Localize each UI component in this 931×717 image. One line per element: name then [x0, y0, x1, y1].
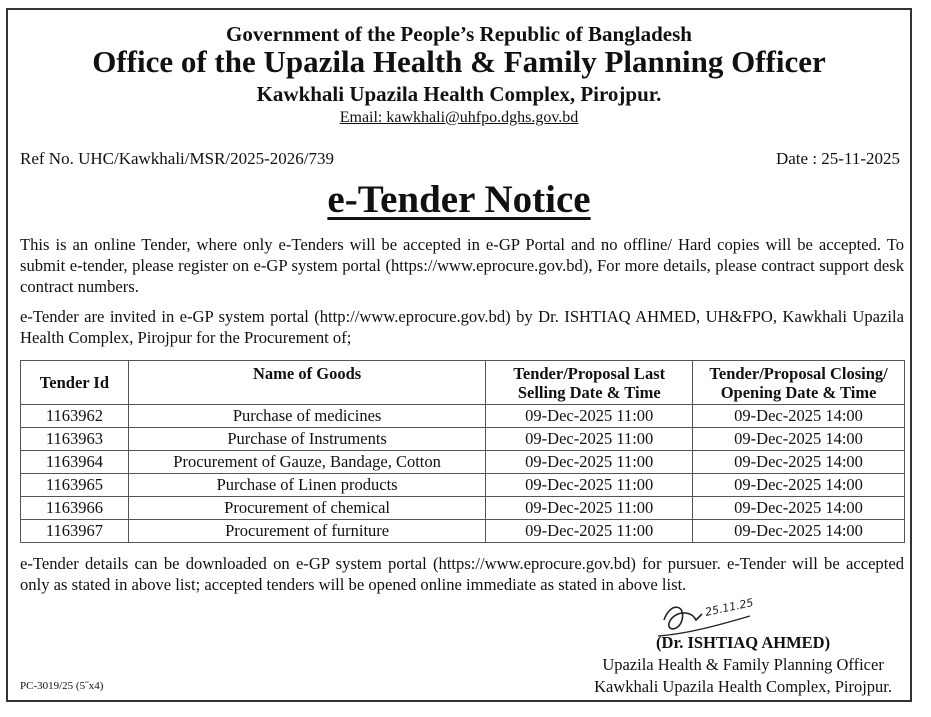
tender-id-cell: 1163962 — [21, 405, 129, 428]
details-paragraph: e-Tender details can be downloaded on e-GP system portal (https://www.eprocure.gov.bd) for pursuer. e-Tender will be accepted only as stated in above list; accepted tenders will be opened online immediate as stated in above list. — [20, 554, 904, 594]
goods-cell: Procurement of furniture — [128, 520, 486, 543]
tender-id-cell: 1163966 — [21, 497, 129, 520]
selling-date-cell: 09-Dec-2025 11:00 — [486, 497, 693, 520]
goods-cell: Procurement of Gauze, Bandage, Cotton — [128, 451, 486, 474]
page-title — [8, 177, 910, 222]
signatory-designation: Upazila Health & Family Planning Officer — [602, 655, 884, 674]
selling-date-cell: 09-Dec-2025 11:00 — [486, 520, 693, 543]
email-link[interactable]: Email: kawkhali@uhfpo.dghs.gov.bd — [339, 109, 579, 126]
government-heading: Government of the People’s Republic of Bangladesh — [226, 22, 692, 46]
closing-date-cell: 09-Dec-2025 14:00 — [693, 451, 905, 474]
reference-number: Ref No. UHC/Kawkhali/MSR/2025-2026/739 — [20, 149, 335, 168]
table-row — [21, 451, 905, 474]
goods-cell: Purchase of Linen products — [128, 474, 486, 497]
tender-id-cell: 1163964 — [21, 451, 129, 474]
office-heading: Office of the Upazila Health & Family Planning Officer — [92, 44, 826, 79]
tender-id-cell: 1163965 — [21, 474, 129, 497]
header-closing-opening — [693, 361, 905, 405]
closing-date-cell: 09-Dec-2025 14:00 — [693, 428, 905, 451]
closing-date-cell: 09-Dec-2025 14:00 — [693, 497, 905, 520]
signature-date: 25.11.25 — [703, 596, 755, 619]
tender-id-cell: 1163963 — [21, 428, 129, 451]
header-closing-line2: Opening Date & Time — [720, 382, 877, 402]
header-last-selling — [486, 361, 693, 405]
complex-heading: Kawkhali Upazila Health Complex, Pirojpur. — [256, 82, 662, 106]
signature-block — [594, 632, 892, 698]
tender-table — [20, 360, 905, 543]
goods-cell: Procurement of chemical — [128, 497, 486, 520]
closing-date-cell: 09-Dec-2025 14:00 — [693, 405, 905, 428]
header-name-of-goods: Name of Goods — [128, 361, 486, 405]
table-row — [21, 405, 905, 428]
header-closing-line1: Tender/Proposal Closing/ — [709, 363, 888, 383]
header-last-selling-line1: Tender/Proposal Last — [513, 363, 666, 383]
signatory-office: Kawkhali Upazila Health Complex, Pirojpur. — [594, 677, 892, 696]
table-row — [21, 474, 905, 497]
closing-date-cell: 09-Dec-2025 14:00 — [693, 520, 905, 543]
title-text: e-Tender Notice — [327, 178, 591, 221]
footer-code: PC-3019/25 (5˝x4) — [20, 680, 104, 692]
closing-date-cell: 09-Dec-2025 14:00 — [693, 474, 905, 497]
tender-id-cell: 1163967 — [21, 520, 129, 543]
selling-date-cell: 09-Dec-2025 11:00 — [486, 451, 693, 474]
email-line — [8, 109, 910, 127]
goods-cell: Purchase of Instruments — [128, 428, 486, 451]
signatory-name: (Dr. ISHTIAQ AHMED) — [656, 633, 831, 652]
notice-date: Date : 25-11-2025 — [775, 149, 900, 168]
selling-date-cell: 09-Dec-2025 11:00 — [486, 405, 693, 428]
table-row — [21, 520, 905, 543]
intro-paragraph: This is an online Tender, where only e-Tenders will be accepted in e-GP Portal and no offline/ Hard copies will be accepted. To submit e-tender, please register on e-GP system portal (https://www.eprocure.gov.bd), For more details, please contract support desk contract numbers. — [20, 235, 904, 296]
selling-date-cell: 09-Dec-2025 11:00 — [486, 428, 693, 451]
table-header-row — [21, 361, 905, 405]
selling-date-cell: 09-Dec-2025 11:00 — [486, 474, 693, 497]
table-row — [21, 497, 905, 520]
goods-cell: Purchase of medicines — [128, 405, 486, 428]
tender-notice-document — [6, 8, 912, 702]
table-row — [21, 428, 905, 451]
header-tender-id: Tender Id — [21, 361, 129, 405]
invitation-paragraph: e-Tender are invited in e-GP system portal (http://www.eprocure.gov.bd) by Dr. ISHTIAQ AHMED, UH&FPO, Kawkhali Upazila Health Complex, Pirojpur for the Procurement of; — [20, 307, 904, 347]
header-last-selling-line2: Selling Date & Time — [517, 382, 661, 402]
